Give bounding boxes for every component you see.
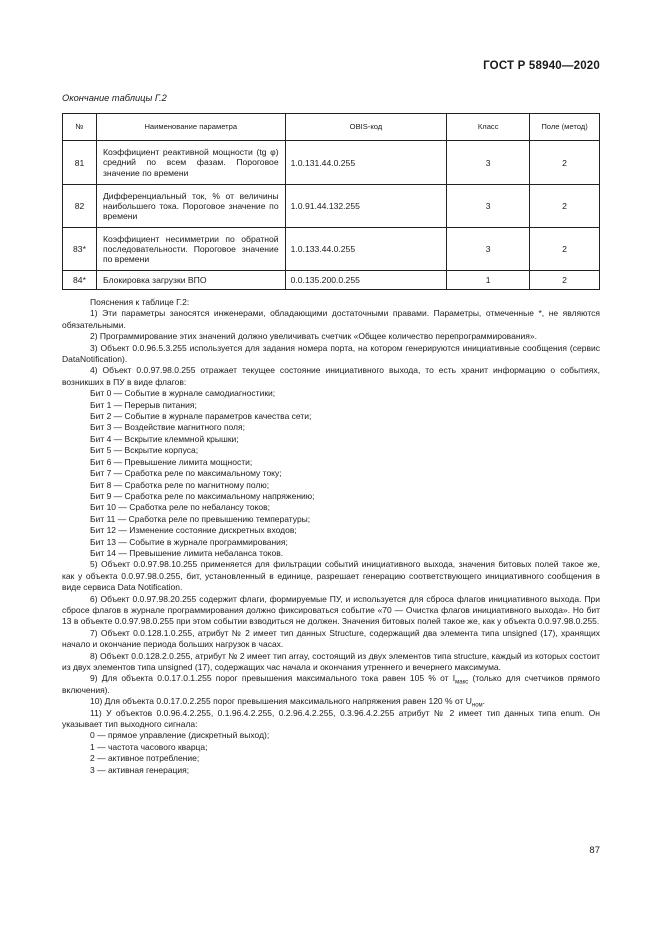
note-9-subscript: макс [455,680,469,687]
row-num: 83* [63,228,97,271]
row-class: 3 [447,141,530,185]
row-field: 2 [530,185,600,228]
bit-item: Бит 8 — Сработка реле по магнитному полю; [90,479,270,490]
table-row [63,271,600,290]
table-caption: Окончание таблицы Г.2 [62,93,167,103]
row-obis: 1.0.133.44.0.255 [285,228,447,271]
row-name: Блокировка загрузки ВПО [96,271,285,290]
note-11: 11) У объектов 0.0.96.4.2.255, 0.1.96.4.2.255, 0.2.96.4.2.255, 0.3.96.4.2.255 атрибут № 2 имеет тип данных типа enum. Он указывает тип выходного сигнала: [62,707,600,730]
row-name: Коэффициент несимметрии по обратной последовательности. Пороговое значение по времени [96,228,285,271]
note-3: 3) Объект 0.0.96.5.3.255 используется для задания номера порта, на котором генерируются инициативные сообщения (сервис DataNotification). [62,342,600,365]
bit-item: Бит 1 — Перерыв питания; [90,399,197,410]
row-num: 81 [63,141,97,185]
note-2: 2) Программирование этих значений должно увеличивать счетчик «Общее количество перепрограммирования». [90,331,537,342]
note-10 [62,696,600,707]
bit-item: Бит 2 — Событие в журнале параметров качества сети; [90,411,312,422]
parameters-table [62,113,600,290]
standard-header: ГОСТ Р 58940—2020 [483,60,600,72]
output-item: 3 — активная генерация; [90,764,190,775]
note-10-text: 10) Для объекта 0.0.17.0.2.255 порог превышения максимального напряжения равен 120 % от U [90,696,472,707]
bit-item: Бит 13 — Событие в журнале программирования; [90,536,288,547]
header-name: Наименование параметра [96,114,285,141]
row-obis: 1.0.91.44.132.255 [285,185,447,228]
table-row [63,185,600,228]
row-num: 84* [63,271,97,290]
row-name: Коэффициент реактивной мощности (tg φ) средний по всем фазам. Пороговое значение по времени [96,141,285,185]
note-5: 5) Объект 0.0.97.98.10.255 применяется для фильтрации событий инициативного выхода, значения битовых полей такое же, как у объекта 0.0.97.98.0.255, бит, установленный в единице, разрешает генерацию соответствующего инициативного сообщения в виде сервиса Data Notification. [62,559,600,593]
bit-item: Бит 10 — Сработка реле по небалансу токов; [90,502,270,513]
header-class: Класс [447,114,530,141]
note-9-text: 9) Для объекта 0.0.17.0.1.255 порог превышения максимального тока равен 105 % от I [90,673,456,684]
bit-item: Бит 11 — Сработка реле по превышению температуры; [90,513,311,524]
note-10-subscript: ном [471,702,483,709]
table-notes [62,297,600,776]
header-obis: OBIS-код [285,114,447,141]
row-field: 2 [530,271,600,290]
bit-item: Бит 3 — Воздействие магнитного поля; [90,422,245,433]
row-num: 82 [63,185,97,228]
row-class: 3 [447,185,530,228]
note-6: 6) Объект 0.0.97.98.20.255 содержит флаги, формируемые ПУ, и используется для сброса флагов инициативного выхода. При сбросе флагов в журнале программирования должно фиксироваться событие «70 — Очистка флагов инициативного выхода». Но бит 13 в объекте 0.0.97.98.0.255 при этом событии взводиться не должен. Значения битовых полей такое же, как у объекта 0.0.97.98.0.255. [62,593,600,627]
page-number: 87 [589,845,600,856]
note-10-text-end: . [482,696,486,707]
row-obis: 1.0.131.44.0.255 [285,141,447,185]
output-item: 2 — активное потребление; [90,753,200,764]
output-item: 0 — прямое управление (дискретный выход); [90,730,270,741]
bit-item: Бит 4 — Вскрытие клеммной крышки; [90,433,239,444]
table-header-row [63,114,600,141]
note-1: 1) Эти параметры заносятся инженерами, обладающими достаточными правами. Параметры, отмеченные *, не являются обязательными. [62,308,600,330]
row-class: 3 [447,228,530,271]
row-class: 1 [447,271,530,290]
output-item: 1 — частота часового кварца; [90,741,208,752]
row-name: Дифференциальный ток, % от величины наибольшего тока. Пороговое значение по времени [96,185,285,228]
bit-item: Бит 9 — Сработка реле по максимальному напряжению; [90,490,315,501]
bit-item: Бит 5 — Вскрытие корпуса; [90,445,199,456]
bit-item: Бит 7 — Сработка реле по максимальному току; [90,468,282,479]
table-row [63,141,600,185]
header-num: № [63,114,97,141]
row-field: 2 [530,228,600,271]
bit-item: Бит 0 — Событие в журнале самодиагностики; [90,388,276,399]
note-4: 4) Объект 0.0.97.98.0.255 отражает текущее состояние инициативного выхода, то есть хранит информацию о событиях, возникших в ПУ в виде флагов: [62,365,600,387]
notes-intro: Пояснения к таблице Г.2: [90,297,190,307]
header-field: Поле (метод) [530,114,600,141]
note-9-text-end: (только для счетчиков прямого включения). [62,673,600,695]
row-field: 2 [530,141,600,185]
bit-item: Бит 14 — Превышение лимита небаланса токов. [90,547,284,558]
note-8: 8) Объект 0.0.128.2.0.255, атрибут № 2 имеет тип array, состоящий из двух элементов типа structure, каждый из которых состоит из двух элементов типа unsigned (17), содержащих час начала и окончания утреннего и вечернего максимума. [62,650,600,672]
bit-item: Бит 6 — Превышение лимита мощности; [90,456,253,467]
table-row [63,228,600,271]
note-7: 7) Объект 0.0.128.1.0.255, атрибут № 2 имеет тип данных Structure, содержащий два элемента типа unsigned (17), хранящих начало и окончание периода больших нагрузок в часах. [62,627,600,650]
bit-item: Бит 12 — Изменение состояние дискретных входов; [90,525,297,536]
row-obis: 0.0.135.200.0.255 [285,271,447,290]
note-9 [62,673,600,696]
